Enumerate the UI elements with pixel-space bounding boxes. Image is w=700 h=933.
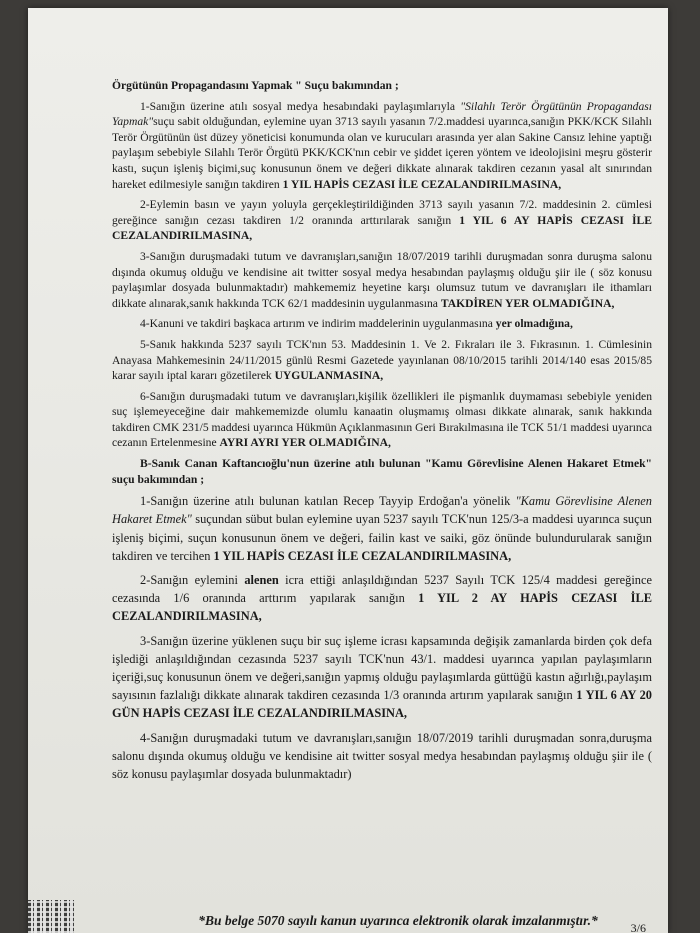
paragraph-text: 3-Sanığın üzerine yüklenen suçu bir suç işleme icrası kapsamında değişik zamanlarda birden çok defa işlediği anlaşıldığından cezasında 5237 sayılı TCK'nun 43/1. maddesi uyarınca yapılan paylaşımların içeriği,suç konusunun önem ve değeri,sanığın yapmış olduğu paylaşımlarda güttüğü kastın ağırlığı,paylaşım sayısının fazlalığı dikkate alınarak takdiren cezasında 1/3 oranında artırım yapılarak sanığın [112, 633, 652, 703]
paragraph-text: 1-Sanığın üzerine atılı sosyal medya hesabındaki paylaşımlarıyla [140, 99, 461, 113]
qr-code-icon [28, 900, 74, 933]
paragraph-text: 2-Sanığın eylemini [140, 573, 245, 588]
verdict-text: 1 YIL HAPİS CEZASI İLE CEZALANDIRILMASINA, [282, 177, 562, 191]
verdict-text: yer olmadığına, [495, 317, 573, 331]
paragraph-text: 2-Eylemin basın ve yayın yoluyla gerçekleştirildiğinden 3713 sayılı yasanın 7/2. maddesinin 2. cümlesi gereğince sanığın cezası takdiren 1/2 oranında arttırılarak sanığın [112, 198, 652, 227]
quoted-offense: "Silahlı Terör Örgütünün Propagandası Yapmak" [112, 99, 652, 129]
paragraph-text: 1-Sanığın üzerine atılı bulunan katılan Recep Tayyip Erdoğan'a yönelik [140, 494, 516, 509]
document-body [112, 78, 652, 789]
verdict-text: 1 YIL 2 AY HAPİS CEZASI İLE CEZALANDIRILMASINA, [112, 591, 652, 624]
paragraph-text: 5-Sanık hakkında 5237 sayılı TCK'nın 53. Maddesinin 1. Ve 2. Fıkraları ile 3. Fıkrasının. 1. Cümlesinin Anayasa Mahkemesinin 24/11/2015 günlü Resmi Gazetede yayınlanan 08/10/2015 tarihli 2014/140 esas 2015/85 karar sayılı iptal kararı gözetilerek [112, 337, 652, 383]
section-a-paragraph-6 [112, 389, 652, 451]
paragraph-text: icra ettiği anlaşıldığından 5237 Sayılı TCK 125/4 maddesi gereğince cezasında 1/6 oranında arttırım yapılarak sanığın [112, 573, 653, 606]
quoted-offense: "Kamu Görevlisine Alenen Hakaret Etmek" [112, 494, 653, 527]
verdict-text: 1 YIL 6 AY HAPİS CEZASI İLE CEZALANDIRILMASINA, [112, 213, 652, 243]
emphasis-text: alenen [244, 573, 279, 588]
section-b-body [112, 492, 652, 783]
section-a-heading: Örgütünün Propagandasını Yapmak " Suçu bakımından ; [112, 79, 399, 92]
section-b-paragraph-3 [112, 632, 652, 723]
section-a-paragraph-4 [112, 316, 652, 332]
document-page [28, 8, 668, 933]
section-a-paragraph-1 [112, 99, 652, 193]
paragraph-text: 4-Kanuni ve takdiri başkaca artırım ve indirim maddelerinin uygulanmasına [140, 317, 496, 331]
verdict-text: AYRI AYRI YER OLMADIĞINA, [219, 436, 391, 450]
verdict-text: 1 YIL HAPİS CEZASI İLE CEZALANDIRILMASINA, [213, 548, 512, 563]
section-b-paragraph-2 [112, 571, 652, 626]
verdict-text: TAKDİREN YER OLMADIĞINA, [440, 296, 615, 310]
page-number: 3/6 [630, 921, 646, 933]
section-b-paragraph-1 [112, 492, 652, 565]
verdict-text: 1 YIL 6 AY 20 GÜN HAPİS CEZASI İLE CEZALANDIRILMASINA, [112, 688, 652, 721]
paragraph-text: suçundan sübut bulan eylemine uyan 5237 sayılı TCK'nun 125/3-a maddesi uyarınca suçun işleniş biçimi, suçun konusunun önem ve değeri, failin kast ve saiki, göz önünde bulundurularak sanığın takdiren ve tercihen [112, 512, 652, 563]
paragraph-text: 6-Sanığın duruşmadaki tutum ve davranışları,kişilik özellikleri ile pişmanlık duymaması sebebiyle yeniden suç işlemeyeceğine dair mahkememizde olumlu kanaatin oluşmamış olması dikkate alınarak, sanık hakkında takdiren CMK 231/5 maddesi uyarınca Hükmün Açıklanmasının Geri Bırakılmasına ile TCK 51/1 maddesi uyarınca cezanın Ertelenmesine [112, 389, 652, 450]
section-b-heading: B-Sanık Canan Kaftancıoğlu'nun üzerine atılı bulunan "Kamu Görevlisine Alenen Hakaret Etmek" suçu bakımından ; [112, 457, 652, 486]
section-a-paragraph-2 [112, 197, 652, 244]
verdict-text: UYGULANMASINA, [274, 369, 384, 383]
paragraph-text: 3-Sanığın duruşmadaki tutum ve davranışları,sanığın 18/07/2019 tarihli duruşmadan sonra duruşma salonu dışında okumuş olduğu ve kendisine ait twitter sosyal medya hesabından paylaşmış olduğu şiir ile ( söz konusu paylaşımlar dosyada bulunmaktadır) mahkememiz heyetine karşı olumsuz tutum ve davranışları ile ithamları dikkate alınarak,sanık hakkında TCK 62/1 maddesinin uygulanmasına [112, 249, 652, 310]
section-b-paragraph-4 [112, 729, 652, 784]
section-a-paragraph-5 [112, 337, 652, 384]
electronic-signature-note: *Bu belge 5070 sayılı kanun uyarınca elektronik olarak imzalanmıştır.* [198, 913, 598, 928]
section-a-paragraph-3 [112, 249, 652, 311]
paragraph-text: suçu sabit olduğundan, eylemine uyan 3713 sayılı yasanın 7/2.maddesi uyarınca,sanığın PKK/KCK Silahlı Terör Örgütünün üst düzey yöneticisi konumunda olan ve kurucuları arasında yer alan Sakine Cansız lehine yaptığı paylaşım sebebiyle Silahlı Terör Örgütü PKK/KCK'nın cebir ve şiddet içeren yöntem ve ideolojisini meşru gösterir kastı, suçun işleniş biçimi,suç konusunun önem ve değeri dikkate alınarak takdiren cezanın yasal alt sınırından hareket edilmesiyle sanığın takdiren [112, 115, 652, 191]
paragraph-text: 4-Sanığın duruşmadaki tutum ve davranışları,sanığın 18/07/2019 tarihli duruşmadan sonra,duruşma salonu dışında okumuş olduğu ve kendisine ait twitter sosyal medya hesabından paylaşmış olduğu şiir ile ( söz konusu paylaşımlar dosyada bulunmaktadır) [112, 730, 652, 782]
